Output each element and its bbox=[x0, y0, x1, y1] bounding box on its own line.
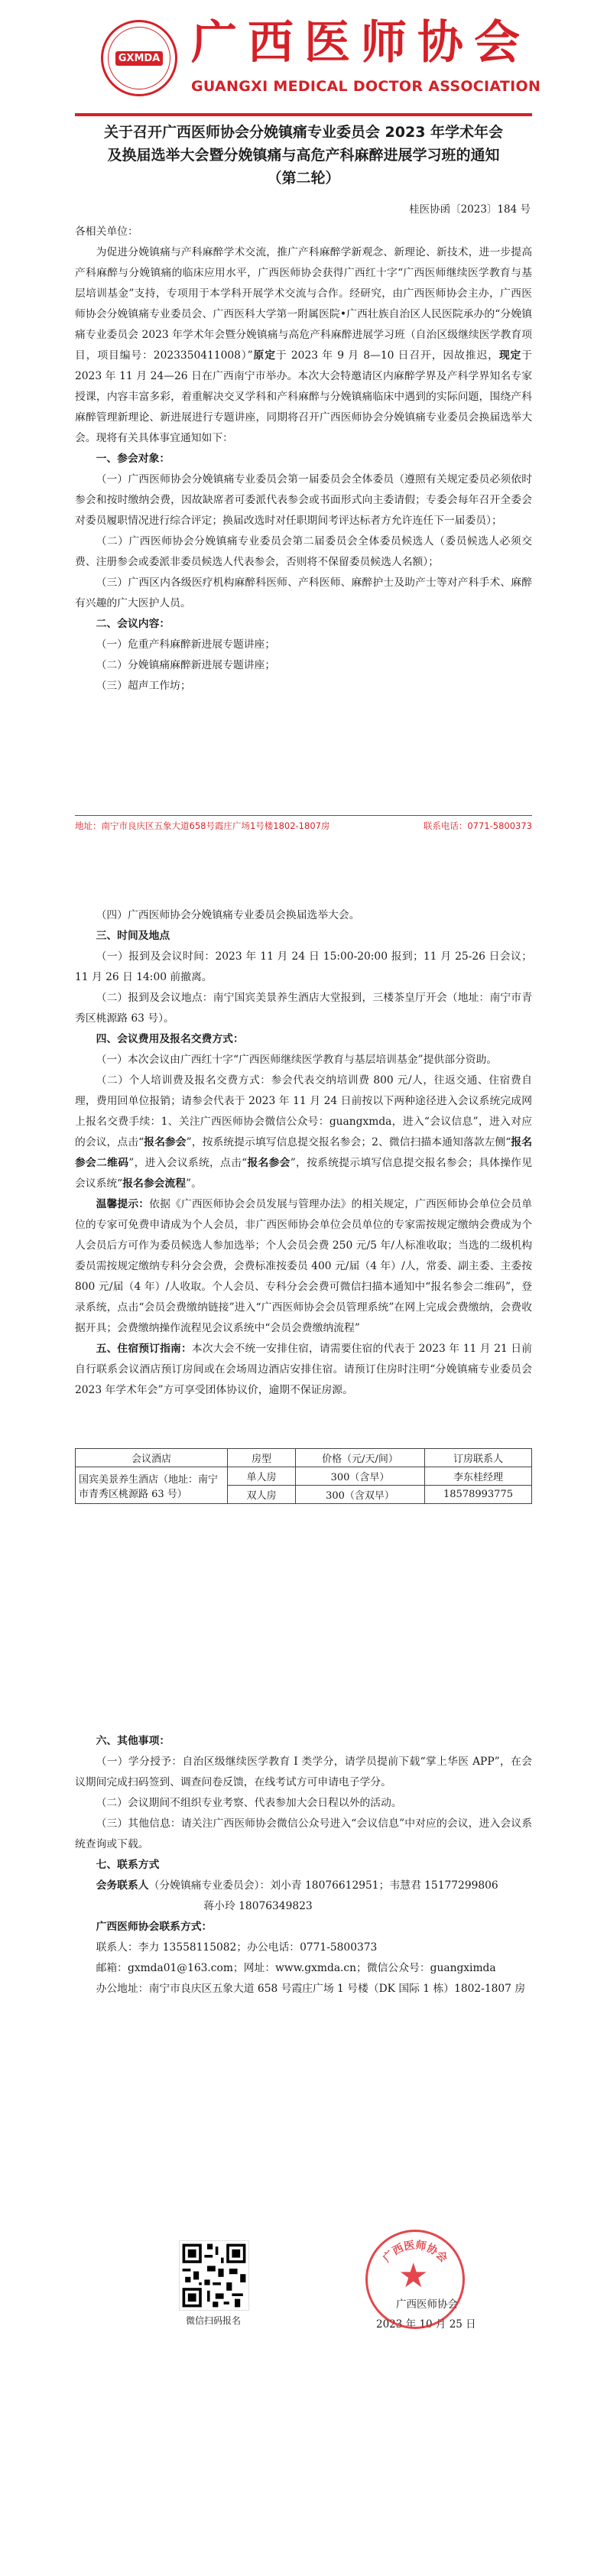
org-name-en: GUANGXI MEDICAL DOCTOR ASSOCIATION bbox=[191, 78, 541, 95]
document-number: 桂医协函〔2023〕184 号 bbox=[409, 203, 531, 216]
hotel-table bbox=[75, 1448, 532, 1504]
page-footer bbox=[75, 820, 532, 832]
document-title bbox=[46, 121, 561, 190]
header-divider bbox=[75, 113, 532, 116]
section-2-item: （二）分娩镇痛麻醉新进展专题讲座； bbox=[96, 659, 276, 671]
section-7-heading: 七、联系方式 bbox=[96, 1859, 160, 1871]
signoff-date: 2023 年 10 月 25 日 bbox=[376, 2318, 476, 2331]
footer-phone: 联系电话：0771-5800373 bbox=[423, 820, 532, 831]
title-line-1: 关于召开广西医师协会分娩镇痛专业委员会 2023 年学术年会 bbox=[103, 124, 504, 141]
body-page-2 bbox=[75, 905, 532, 1401]
footer-address: 地址：南宁市良庆区五象大道658号霞庄广场1号楼1802-1807房 bbox=[75, 820, 330, 831]
section-1-heading: 一、参会对象： bbox=[96, 453, 170, 465]
contact-phone: 18578993775 bbox=[425, 1486, 532, 1504]
fee-registration: （二）个人培训费及报名交费方式：参会代表交纳培训费 800 元/人，往返交通、住宿费自理，费用回单位报销；请参会代表于 2023 年 11 月 24 日前按以下两种途径进入会议系统完成网上报名交费手续：1、关注广西医师协会微信公众号：guangxmda，进入“会议信息”，进入对应的会议，点击“报名参会”，按系统提示填写信息提交报名参会；2、微信扫描本通知落款左侧“报名参会二维码”，进入会议系统，点击“报名参会”，按系统提示填写信息提交报名参会；具体操作见会议系统“报名参会流程”。 bbox=[75, 1074, 533, 1190]
page-1 bbox=[0, 0, 607, 841]
svg-text:广西医师协会: 广西医师协会 bbox=[381, 2239, 450, 2266]
letterhead bbox=[101, 14, 544, 106]
star-icon: ★ bbox=[398, 2256, 429, 2295]
association-contact-line: 办公地址：南宁市良庆区五象大道 658 号霞庄广场 1 号楼（DK 国际 1 栋）1802-1807 房 bbox=[96, 1983, 526, 1995]
hotel-name: 国宾美景养生酒店（地址：南宁市青秀区桃源路 63 号） bbox=[76, 1467, 228, 1504]
committee-contacts-2: 蒋小玲 18076349823 bbox=[203, 1900, 313, 1912]
body-page-3 bbox=[75, 1731, 532, 1999]
association-logo bbox=[101, 20, 177, 96]
section-6-heading: 六、其他事项： bbox=[96, 1735, 170, 1747]
section-6-item: （二）会议期间不组织专业考察、代表参加大会日程以外的活动。 bbox=[96, 1797, 402, 1809]
association-contact-line: 邮箱：gxmda01@163.com；网址：www.gxmda.cn；微信公众号：guangximda bbox=[96, 1962, 496, 1974]
title-line-2: 及换届选举大会暨分娩镇痛与高危产科麻醉进展学习班的通知 bbox=[107, 147, 500, 164]
section-4-heading: 四、会议费用及报名交费方式： bbox=[96, 1033, 244, 1045]
title-line-3: （第二轮） bbox=[267, 170, 340, 187]
association-contact-line: 联系人：李力 13558115082；办公电话：0771-5800373 bbox=[96, 1941, 378, 1954]
section-1-item: （三）广西区内各级医疗机构麻醉科医师、产科医师、麻醉护士及助产士等对产科手术、麻醉有兴趣的广大医护人员。 bbox=[75, 577, 532, 609]
section-6-item: （三）其他信息：请关注广西医师协会微信公众号进入“会议信息”中对应的会议，进入会议系统查询或下载。 bbox=[75, 1817, 532, 1850]
table-header-row bbox=[76, 1449, 532, 1467]
meeting-time: （一）报到及会议时间：2023 年 11 月 24 日 15:00-20:00 报到；11 月 25-26 日会议；11 月 26 日 14:00 前撤离。 bbox=[75, 950, 532, 983]
footer-divider bbox=[75, 815, 532, 816]
membership-tip: 温馨提示：依据《广西医师协会会员发展与管理办法》的相关规定，广西医师协会单位会员单位的专家可免费申请成为个人会员，非广西医师协会单位会员单位的专家需按规定缴纳会费成为个人会员后方可作为委员候选人参加选举；个人会员会费 250 元/5 年/人标准收取；当选的二级机构委员需按规定缴纳专科分会会费，会费标准按委员 400 元/届（4 年）/人，常委、副主委、主委按 800 元/届（4 年）/人收取。个人会员、专科分会会费可微信扫描本通知中“报名参会二维码”，登录系统，点击“会员会费缴纳链接”进入“广西医师协会会员管理系统”在网上完成会费缴纳，会费收据开具；会费缴纳操作流程见会议系统中“会员会费缴纳流程” bbox=[75, 1198, 532, 1334]
room-type: 单人房 bbox=[228, 1467, 296, 1486]
section-3-heading: 三、时间及地点 bbox=[96, 930, 170, 942]
association-contact-heading: 广西医师协会联系方式： bbox=[96, 1921, 213, 1933]
column-header: 价格（元/天/间） bbox=[296, 1449, 425, 1467]
logo-text: GXMDA bbox=[115, 51, 163, 66]
room-type: 双人房 bbox=[228, 1486, 296, 1504]
lodging-guide: 五、住宿预订指南：本次大会不统一安排住宿，请需要住宿的代表于 2023 年 11 月 21 日前自行联系会议酒店预订房间或在会场周边酒店安排住宿。请预订住房时注明“分娩镇痛专业委员会 2023 年学术年会”方可享受团体协议价，逾期不保证房源。 bbox=[75, 1343, 532, 1396]
room-price: 300（含早） bbox=[296, 1467, 425, 1486]
column-header: 会议酒店 bbox=[76, 1449, 228, 1467]
section-2-item: （三）超声工作坊； bbox=[96, 680, 191, 692]
salutation: 各相关单位： bbox=[75, 226, 138, 238]
intro-paragraph: 为促进分娩镇痛与产科麻醉学术交流，推广产科麻醉学新观念、新理论、新技术，进一步提高产科麻醉与分娩镇痛的临床应用水平，广西医师协会获得广西红十字“广西医师继续医学教育与基层培训基金”支持，专项用于本学科开展学术交流与合作。经研究，由广西医师协会主办，广西医师协会分娩镇痛专业委员会、广西医科大学第一附属医院•广西壮族自治区人民医院承办的“分娩镇痛专业委员会 2023 年学术年会暨分娩镇痛与高危产科麻醉进展学习班（自治区级继续医学教育项目，项目编号：2023350411008）”原定于 2023 年 9 月 8—10 日召开，因故推迟，现定于 2023 年 11 月 24—26 日在广西南宁市举办。本次大会特邀请区内麻醉学界及产科学界知名专家授课，内容丰富多彩，着重解决交叉学科和产科麻醉与分娩镇痛临床中遇到的实际问题，围绕产科麻醉管理新理论、新进展进行专题讲座，同期将召开广西医师协会分娩镇痛专业委员会换届选举大会。现将有关具体事宜通知如下： bbox=[75, 246, 532, 444]
section-2-item: （四）广西医师协会分娩镇痛专业委员会换届选举大会。 bbox=[96, 909, 360, 921]
section-1-item: （一）广西医师协会分娩镇痛专业委员会第一届委员会全体委员（遵照有关规定委员必须依时参会和按时缴纳会费，因故缺席者可委派代表参会或书面形式向主委请假；专委会每年召开全委会对委员履职情况进行综合评定；换届改选时对任职期间考评达标者方允许连任下一届委员）； bbox=[75, 473, 532, 527]
signoff-org: 广西医师协会 bbox=[396, 2298, 458, 2311]
meeting-place: （二）报到及会议地点：南宁国宾美景养生酒店大堂报到，三楼茶皇厅开会（地址：南宁市青秀区桃源路 63 号）。 bbox=[75, 992, 532, 1025]
fee-funding: （一）本次会议由广西红十字“广西医师继续医学教育与基层培训基金”提供部分资助。 bbox=[96, 1054, 498, 1066]
column-header: 订房联系人 bbox=[425, 1449, 532, 1467]
official-seal bbox=[365, 2230, 465, 2329]
section-2-heading: 二、会议内容： bbox=[96, 618, 170, 630]
qr-caption: 微信扫码报名 bbox=[185, 2315, 241, 2326]
registration-qr-code[interactable] bbox=[179, 2240, 249, 2311]
org-name-cn: 广西医师协会 bbox=[191, 16, 531, 70]
table-row bbox=[76, 1467, 532, 1486]
section-6-item: （一）学分授予：自治区级继续医学教育 I 类学分，请学员提前下载“掌上华医 APP”，在会议期间完成扫码签到、调查问卷反馈，在线考试方可申请电子学分。 bbox=[75, 1756, 532, 1788]
room-price: 300（含双早） bbox=[296, 1486, 425, 1504]
section-2-item: （一）危重产科麻醉新进展专题讲座； bbox=[96, 638, 276, 651]
page-2 bbox=[0, 887, 607, 1667]
body-page-1 bbox=[75, 222, 532, 697]
page-3 bbox=[0, 1713, 607, 2569]
committee-contacts: 会务联系人（分娩镇痛专业委员会）：刘小青 18076612951；韦慧君 15177299806 bbox=[96, 1879, 498, 1892]
contact-name: 李东桂经理 bbox=[425, 1467, 532, 1486]
column-header: 房型 bbox=[228, 1449, 296, 1467]
section-1-item: （二）广西医师协会分娩镇痛专业委员会第二届委员会全体委员候选人（委员候选人必须交费、注册参会或委派非委员候选人代表参会，否则将不保留委员候选人名额）； bbox=[75, 535, 532, 568]
